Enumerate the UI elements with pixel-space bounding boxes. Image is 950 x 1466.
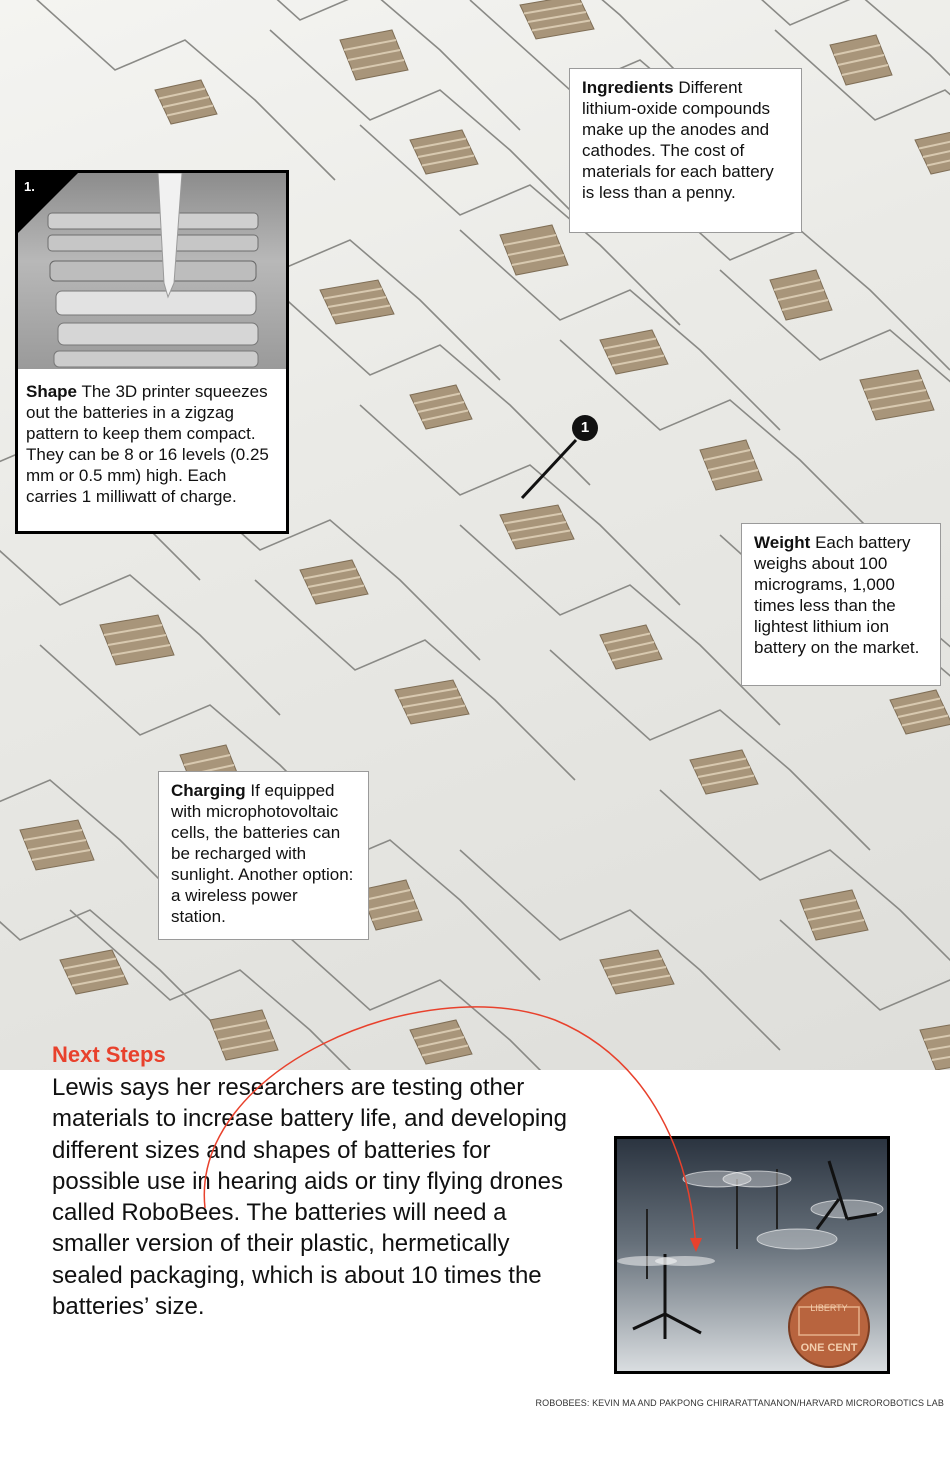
charging-title: Charging xyxy=(171,781,246,800)
shape-title: Shape xyxy=(26,382,78,401)
ingredients-title: Ingredients xyxy=(582,78,674,97)
robobee-photo xyxy=(614,1136,890,1374)
weight-body: Each battery weighs about 100 micrograms, 1,000 times less than the lightest lithium ion battery on the market. xyxy=(754,533,920,657)
next-steps-body: Lewis says her researchers are testing other materials to increase battery life, and developing different sizes and shapes of batteries for possible use in hearing aids or tiny flying drones called RoboBees. The batteries will need a smaller version of their plastic, hermetically sealed packaging, which is about 10 times the batteries’ size. xyxy=(52,1074,567,1321)
shape-body: The 3D printer squeezes out the batteries in a zigzag pattern to keep them compact. They can be 8 or 16 levels (0.25 mm or 0.5 mm) high. Each carries 1 milliwatt of charge. xyxy=(26,382,269,506)
ingredients-body: Different lithium-oxide compounds make up the anodes and cathodes. The cost of materials for each battery is less than a penny. xyxy=(582,78,774,202)
robobee-illustration xyxy=(617,1139,887,1371)
penny-icon xyxy=(789,1287,869,1367)
charging-callout xyxy=(158,771,369,940)
callout-marker-1: 1 xyxy=(572,415,598,441)
weight-title: Weight xyxy=(754,533,811,552)
printer-nozzle-photo xyxy=(18,173,286,369)
next-steps-heading: Next Steps xyxy=(52,1042,166,1067)
coin-top-text: LIBERTY xyxy=(810,1303,848,1313)
shape-callout xyxy=(15,170,289,534)
photo-credit: ROBOBEES: KEVIN MA AND PAKPONG CHIRARATTANANON/HARVARD MICROROBOTICS LAB xyxy=(535,1398,944,1408)
ingredients-callout xyxy=(569,68,802,233)
weight-callout xyxy=(741,523,941,686)
shape-callout-text xyxy=(26,381,278,507)
charging-body: If equipped with microphotovoltaic cells, the batteries can be recharged with sunlight. Another option: a wireless power station. xyxy=(171,781,354,926)
figure-number: 1. xyxy=(24,179,35,194)
coin-bottom-text: ONE CENT xyxy=(800,1342,858,1354)
